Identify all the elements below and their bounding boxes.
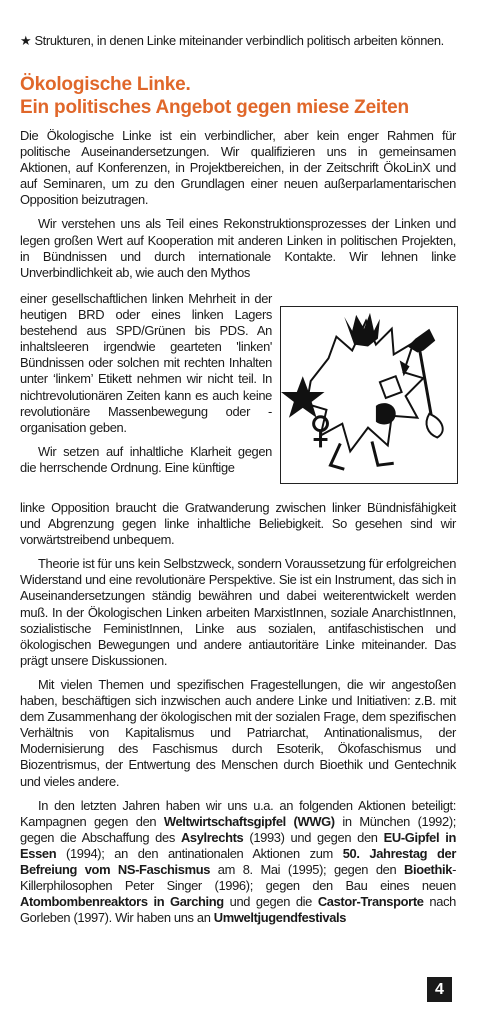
paragraph-1: Die Ökologische Linke ist ein verbindlicher, aber kein enger Rahmen für politische Auseinandersetzungen. Wir qualifizieren uns in gemeinsamen Aktionen, auf Konferenzen, in Projektbereichen, in der Zeitschrift ÖkoLinX und auf Seminaren, um zu den Grundlagen einer neuen außerparlamentarischen Opposition beizutragen.	[20, 128, 456, 208]
paragraph-2-wrap: einer gesellschaftlichen linken Mehrheit in der heutigen BRD oder eines linken Lagers bestehend aus SPD/Grünen bis PDS. An inhaltsleeren irgendwie gearteten 'linken' Bündnissen oder solchen mit rechten Inhalten unter ‘linkem’ Etikett nehmen wir nicht teil. In nichtrevolutionären Zeiten kann es auch keine revolutionäre Massenbewegung oder -organisation geben.	[20, 291, 272, 435]
body-block-bottom	[20, 500, 456, 926]
intro-bullet: ★ Strukturen, in denen Linke miteinander verbindlich politisch arbeiten können.	[20, 33, 444, 48]
p6-bold-jahrestag: 50. Jahrestag der Befreiung vom NS-Faschismus	[20, 845, 456, 877]
p6-text-1: In den letzten Jahren haben wir uns u.a. an folgenden Aktionen beteiligt: Kampagnen gegen den	[20, 797, 456, 829]
p6-bold-castor: Castor-Transporte	[317, 894, 424, 910]
section-heading	[20, 73, 460, 119]
p6-bold-wwg: Weltwirtschaftsgipfel (WWG)	[163, 813, 335, 829]
p6-text-4: (1994); an den antinationalen Aktionen zum	[56, 845, 343, 861]
protest-illustration-icon	[281, 307, 457, 483]
p6-text-7: und gegen die	[223, 894, 318, 910]
p6-text-3: (1993) und gegen den	[243, 829, 384, 845]
p6-text-5: am 8. Mai (1995); gegen den	[210, 861, 404, 877]
body-block-top	[20, 128, 456, 281]
p6-bold-garching: Atombombenreaktors in Garching	[20, 894, 224, 910]
paragraph-3-full: linke Opposition braucht die Gratwanderung zwischen linker Bündnisfähigkeit und Abgrenzung gegen linke inhaltliche Beliebigkeit. So gesehen sind wir vorwärtstreibend unbequem.	[20, 500, 456, 548]
p6-text-6: -Killerphilosophen Peter Singer (1996); gegen den Bau eines neuen	[20, 861, 457, 894]
paragraph-6	[20, 798, 456, 927]
p6-text-2: in München (1992); gegen die Abschaffung des	[20, 813, 456, 845]
heading-line-1: Ökologische Linke.	[20, 74, 191, 95]
heading-line-2: Ein politisches Angebot gegen miese Zeiten	[20, 97, 409, 118]
paragraph-4: Theorie ist für uns kein Selbstzweck, sondern Voraussetzung für erfolgreichen Widerstand und eine revolutionäre Perspektive. Sie ist ein Instrument, das sich in Auseinandersetzungen ständig bewähren und dabei weiterentwickelt werden muß. In der Ökologischen Linken arbeiten MarxistInnen, soziale AnarchistInnen, sozialistische FeministInnen, Linke aus sozialen, antifaschistischen und ökologischen Bewegungen und andere antiautoritäre Linke miteinander. Das prägt unsere Diskussionen.	[20, 556, 457, 668]
paragraph-3-wrap: Wir setzen auf inhaltliche Klarheit gegen die herrschende Ordnung. Eine künftige	[20, 443, 272, 475]
paragraph-5: Mit vielen Themen und spezifischen Fragestellungen, die wir angestoßen haben, beschäftigen sich inzwischen auch andere Linke und Initiativen: z.B. mit dem Zusammenhang der ökologischen mit der sozialen Frage, dem spezifischen Verhältnis von Kapitalismus und Patriarchat, Antinationalismus, der Modernisierung des Faschismus durch Esoterik, Ökofaschismus und Biozentrismus, der Entwertung des Menschen durch Bioethik und Gentechnik und vieles andere.	[20, 676, 456, 789]
p6-bold-festivals: Umweltjugendfestivals	[213, 910, 347, 926]
p6-bold-bioethik: Bioethik	[404, 861, 453, 877]
paragraph-2-full: Wir verstehen uns als Teil eines Rekonstruktionsprozesses der Linken und legen großen Wert auf Kooperation mit anderen Linken in politischen Projekten, in Bündnissen und durch internationale Kontakte. Wir lehnen linke Unverbindlichkeit ab, wie auch den Mythos	[20, 216, 456, 280]
p6-bold-eu-gipfel: EU-Gipfel in Essen	[20, 829, 456, 861]
p6-bold-asylrecht: Asylrechts	[180, 829, 244, 845]
body-block-wrap	[20, 291, 272, 476]
p6-text-8: nach Gorleben (1997). Wir haben uns an	[20, 894, 456, 926]
page-number: 4	[427, 977, 452, 1002]
illustration	[280, 306, 458, 484]
